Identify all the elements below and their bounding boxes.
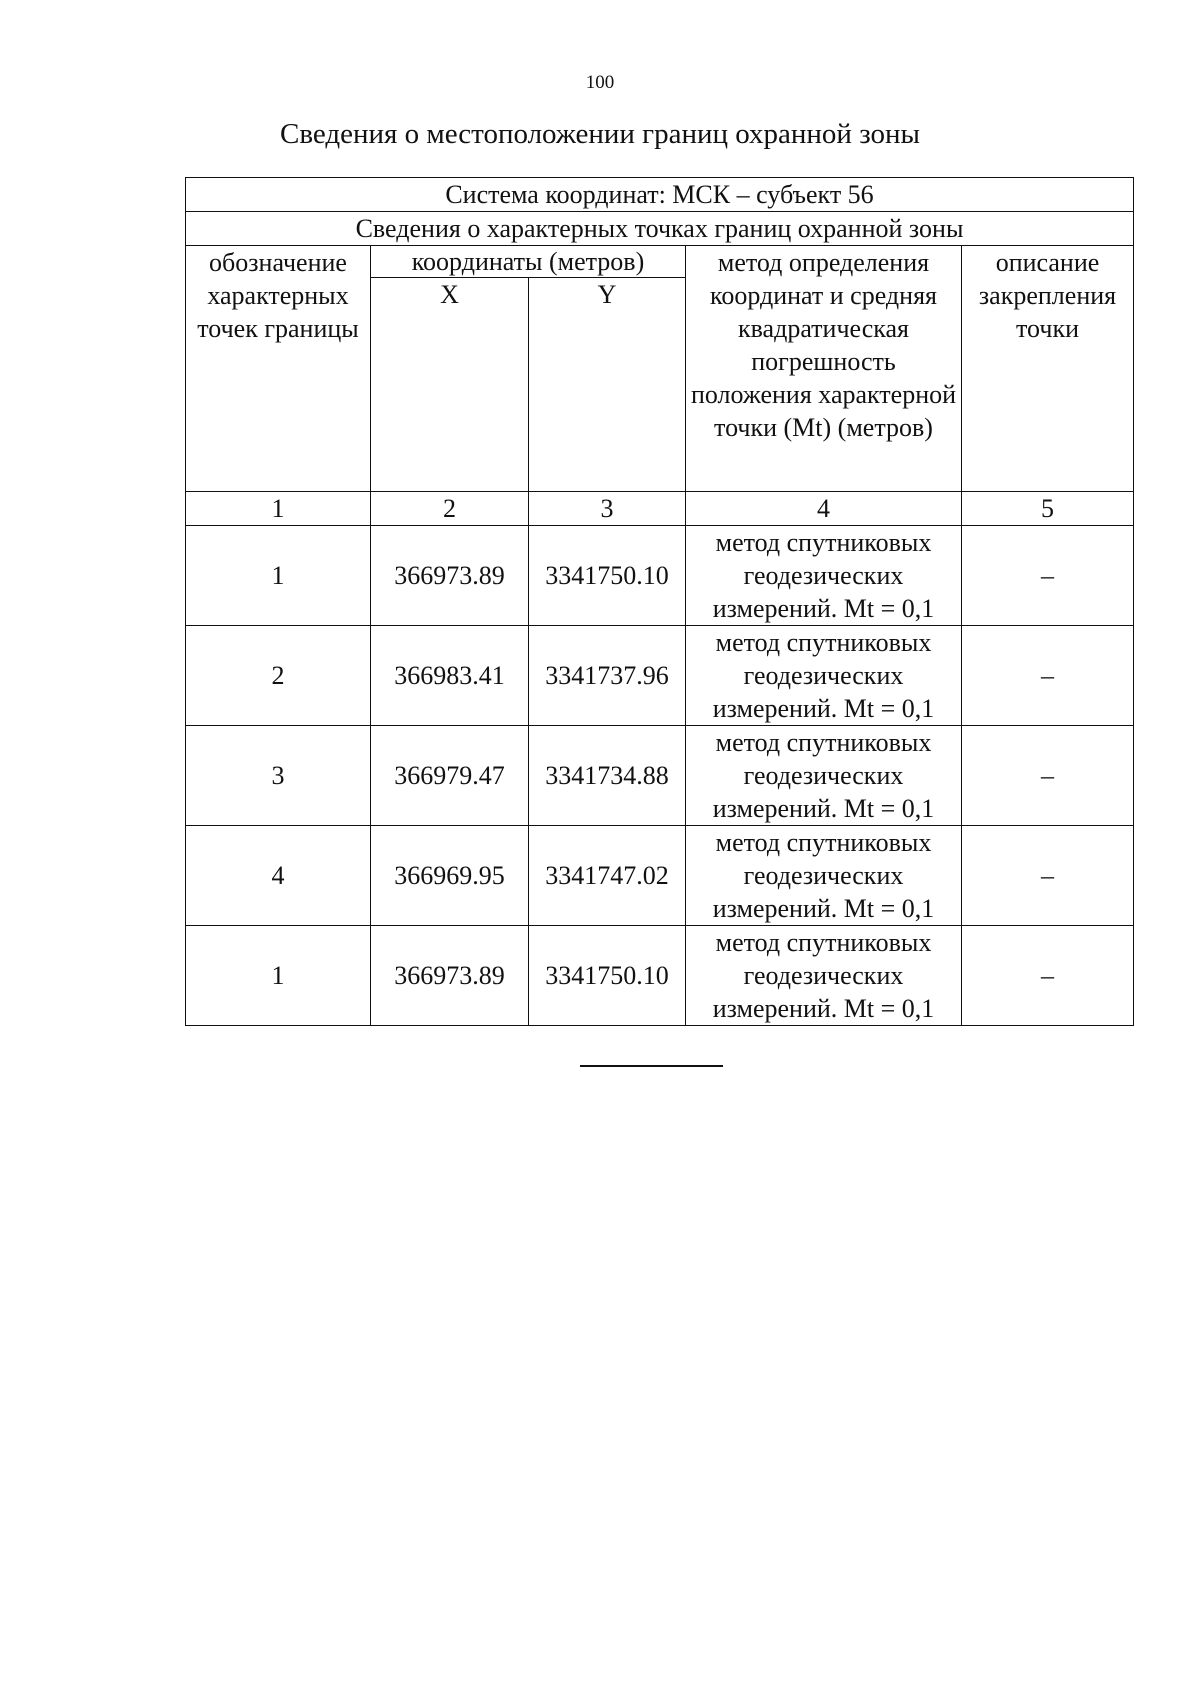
end-separator-line [580,1065,723,1067]
fixing-description: – [962,826,1134,926]
x-coordinate: 366983.41 [371,626,529,726]
column-number: 4 [686,492,962,526]
section-title-row [186,212,1134,246]
header-x: X [371,278,529,492]
y-coordinate: 3341737.96 [529,626,686,726]
y-coordinate: 3341734.88 [529,726,686,826]
header-coordinates: координаты (метров) [371,246,686,278]
point-number: 1 [186,926,371,1026]
table-row [186,726,1134,826]
method-description: метод спутниковых геодезических измерений. Mt = 0,1 [686,726,962,826]
coordinate-system-row [186,178,1134,212]
fixing-description: – [962,626,1134,726]
table-row [186,526,1134,626]
point-number: 2 [186,626,371,726]
y-coordinate: 3341750.10 [529,526,686,626]
x-coordinate: 366969.95 [371,826,529,926]
y-coordinate: 3341747.02 [529,826,686,926]
point-number: 4 [186,826,371,926]
column-number: 2 [371,492,529,526]
method-description: метод спутниковых геодезических измерений. Mt = 0,1 [686,926,962,1026]
boundary-points-table [185,177,1134,1026]
table-row [186,926,1134,1026]
fixing-description: – [962,726,1134,826]
header-y: Y [529,278,686,492]
y-coordinate: 3341750.10 [529,926,686,1026]
point-number: 3 [186,726,371,826]
fixing-description: – [962,926,1134,1026]
column-number: 5 [962,492,1134,526]
x-coordinate: 366973.89 [371,926,529,1026]
x-coordinate: 366973.89 [371,526,529,626]
method-description: метод спутниковых геодезических измерений. Mt = 0,1 [686,626,962,726]
coordinate-system-label: Система координат: МСК – субъект 56 [186,178,1134,212]
column-header-row [186,246,1134,278]
method-description: метод спутниковых геодезических измерений. Mt = 0,1 [686,526,962,626]
column-number: 1 [186,492,371,526]
header-point-designation: обозначение характерных точек границы [186,246,371,492]
method-description: метод спутниковых геодезических измерений. Mt = 0,1 [686,826,962,926]
column-number-row [186,492,1134,526]
header-method: метод определения координат и средняя квадратическая погрешность положения характерной точки (Mt) (метров) [686,246,962,492]
section-title: Сведения о характерных точках границ охранной зоны [186,212,1134,246]
document-title: Сведения о местоположении границ охранной зоны [279,118,920,150]
table-row [186,826,1134,926]
page-number: 100 [585,72,615,93]
column-number: 3 [529,492,686,526]
fixing-description: – [962,526,1134,626]
x-coordinate: 366979.47 [371,726,529,826]
table-row [186,626,1134,726]
header-fixing-description: описание закрепления точки [962,246,1134,492]
point-number: 1 [186,526,371,626]
